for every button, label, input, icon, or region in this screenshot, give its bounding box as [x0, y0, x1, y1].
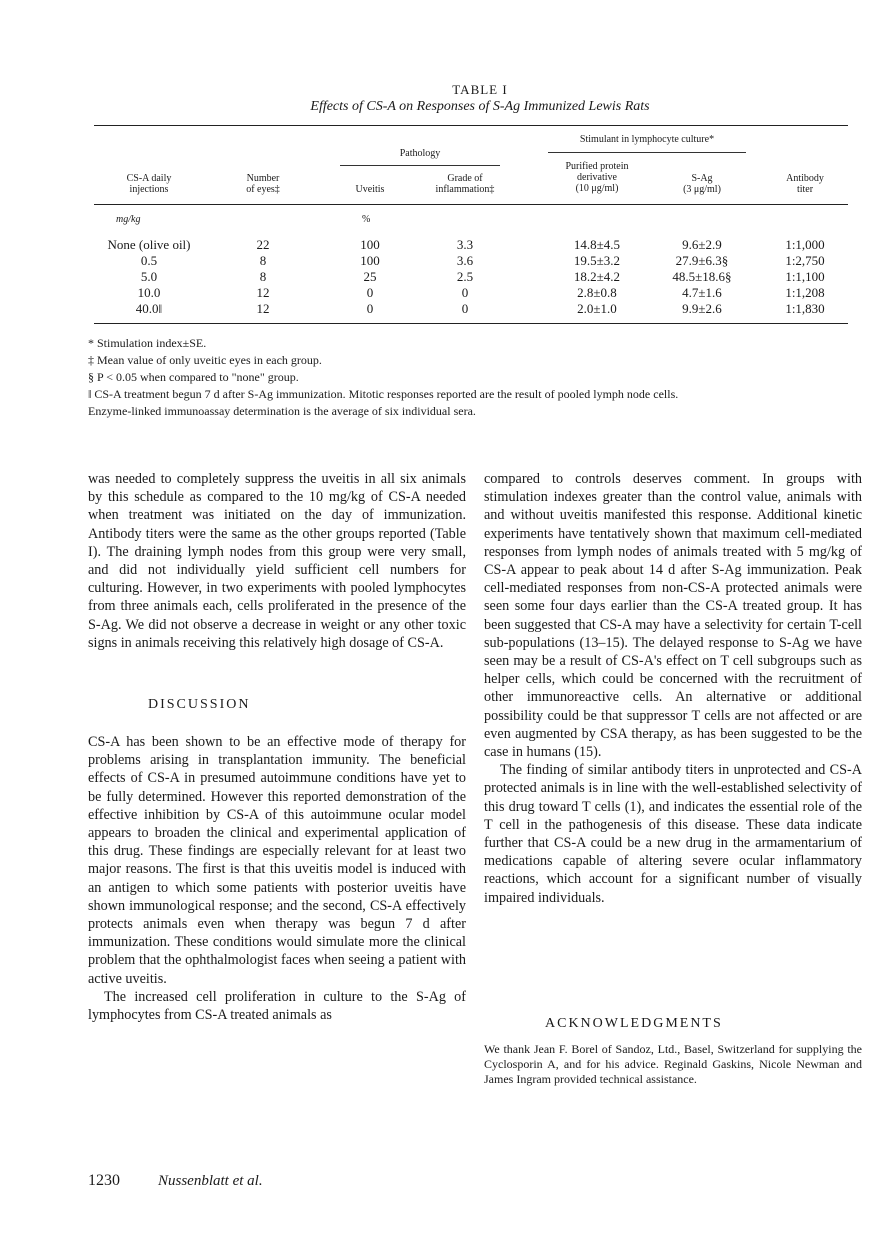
col-header-sag — [660, 173, 744, 195]
col-header-grade-line1: Grade of — [447, 173, 483, 184]
footnote-p-value: § P < 0.05 when compared to "none" group. — [88, 370, 299, 384]
col-header-ppd-line2: derivative — [577, 172, 617, 183]
paragraph: The increased cell proliferation in culture to the S-Ag of lymphocytes from CS-A treated animals as — [88, 988, 466, 1024]
cell-dose: 5.0 — [140, 269, 158, 284]
col-header-antibody-line1: Antibody — [786, 173, 824, 184]
cell-sag: 48.5±18.6§ — [672, 269, 732, 284]
cell-ppd: 2.0±1.0 — [577, 301, 617, 316]
paragraph: compared to controls deserves comment. In groups with stimulation indexes greater than the control value, animals with and without uveitis manifested this response. Additional kinetic experiments have tentatively shown that maximum cell-mediated responses from lymph nodes of animals treated with 5 mg/kg of CS-A appear to peak about 14 d after S-Ag immunization. Peak cell-mediated responses from non-CS-A protected animals were seen some four days earlier than the CS-A treated group. It has been suggested that CS-A may have a selectivity for certain T-cell sub-populations (13–15). The delayed response to S-Ag we have seen may be a result of CS-A's effect on T cell subgroups such as helper cells, which could be concerned with the recruitment of other immunoreactive cells. An alternative or additional possibility could be that suppressor T cells are not affected or are even augmented by CSA therapy, as has been suggested to be the case in humans (15). — [484, 471, 862, 761]
table-row — [0, 285, 890, 300]
left-column-intro — [88, 470, 466, 652]
acknowledgments-text: We thank Jean F. Borel of Sandoz, Ltd., Basel, Switzerland for supplying the Cyclosporin A, and for his advice. Reginald Gaskins, Nicole Newman and James Ingram provided technical assistance. — [484, 1042, 862, 1086]
col-header-dose-line1: CS-A daily — [126, 173, 172, 184]
cell-titer: 1:2,750 — [785, 253, 825, 268]
cell-uveitis: 100 — [360, 253, 380, 268]
col-header-ppd — [552, 161, 642, 194]
left-column-discussion — [88, 733, 466, 1024]
col-header-eyes-line2: of eyes‡ — [246, 184, 280, 195]
col-header-uveitis: Uveitis — [355, 184, 385, 195]
cell-titer: 1:1,100 — [785, 269, 825, 284]
cell-dose: 10.0 — [137, 285, 161, 300]
table-top-rule — [94, 125, 848, 126]
footnote-stimulation: * Stimulation index±SE. — [88, 336, 207, 350]
col-header-antibody-line2: titer — [796, 184, 814, 195]
cell-eyes: 12 — [256, 285, 270, 300]
cell-dose: None (olive oil) — [107, 237, 191, 252]
cell-eyes: 22 — [256, 237, 270, 252]
col-header-grade — [420, 173, 510, 195]
unit-dose: mg/kg — [116, 214, 141, 225]
col-header-eyes — [226, 173, 300, 195]
acknowledgments-heading: ACKNOWLEDGMENTS — [545, 1016, 723, 1031]
col-header-dose — [94, 173, 204, 195]
cell-grade: 0 — [461, 285, 469, 300]
table-row — [0, 237, 890, 252]
col-header-antibody — [760, 173, 850, 195]
pathology-group-header: Pathology — [399, 148, 441, 159]
cell-eyes: 12 — [256, 301, 270, 316]
cell-uveitis: 0 — [366, 301, 374, 316]
col-header-eyes-line1: Number — [246, 173, 280, 184]
page-number: 1230 — [88, 1172, 120, 1189]
pathology-group-rule — [340, 165, 500, 166]
right-column — [484, 470, 862, 907]
stimulant-group-rule — [548, 152, 746, 153]
table-row — [0, 253, 890, 268]
cell-titer: 1:1,208 — [785, 285, 825, 300]
cell-uveitis: 0 — [366, 285, 374, 300]
col-header-ppd-line1: Purified protein — [565, 161, 629, 172]
col-header-sag-line2: (3 μg/ml) — [683, 184, 721, 195]
stimulant-group-header: Stimulant in lymphocyte culture* — [579, 134, 715, 145]
table-title: TABLE I — [452, 82, 508, 97]
cell-ppd: 14.8±4.5 — [573, 237, 621, 252]
running-authors: Nussenblatt et al. — [158, 1173, 263, 1189]
footnote-elisa: Enzyme-linked immunoassay determination is the average of six individual sera. — [88, 404, 476, 418]
footnote-mean-value: ‡ Mean value of only uveitic eyes in each group. — [88, 353, 322, 367]
footnote-treatment: ‖ CS-A treatment begun 7 d after S-Ag immunization. Mitotic responses reported are the result of pooled lymph node cells. — [88, 387, 679, 401]
cell-grade: 2.5 — [456, 269, 474, 284]
table-row — [0, 301, 890, 316]
cell-dose: 40.0‖ — [135, 301, 163, 316]
col-header-ppd-line3: (10 μg/ml) — [575, 183, 619, 194]
cell-sag: 9.6±2.9 — [682, 237, 722, 252]
cell-eyes: 8 — [259, 253, 267, 268]
paragraph: CS-A has been shown to be an effective mode of therapy for problems arising in transplantation immunity. The beneficial effects of CS-A in presumed autoimmune conditions have yet to be fully determined. However this reported demonstration of the effective inhibition by CS-A of this autoimmune ocular model appears to broaden the clinical and experimental application of this drug. These findings are especially relevant for at least two major reasons. The first is that this uveitis model is induced with an antigen to which some patients with posterior uveitis have shown immunological response; and the second, CS-A effectively protects animals even when therapy was begun 7 d after immunization. These conditions would simulate more the clinical problem that the ophthalmologist faces when seeing a patient with active uveitis. — [88, 734, 466, 987]
discussion-heading: DISCUSSION — [148, 697, 251, 712]
cell-uveitis: 25 — [363, 269, 377, 284]
cell-titer: 1:1,000 — [785, 237, 825, 252]
cell-sag: 27.9±6.3§ — [675, 253, 729, 268]
cell-ppd: 19.5±3.2 — [573, 253, 621, 268]
cell-ppd: 2.8±0.8 — [577, 285, 617, 300]
cell-ppd: 18.2±4.2 — [573, 269, 621, 284]
cell-dose: 0.5 — [140, 253, 158, 268]
cell-titer: 1:1,830 — [785, 301, 825, 316]
cell-grade: 3.3 — [456, 237, 474, 252]
col-header-sag-line1: S-Ag — [691, 173, 713, 184]
table-row — [0, 269, 890, 284]
col-header-grade-line2: inflammation‡ — [435, 184, 495, 195]
table-bottom-rule — [94, 323, 848, 324]
paragraph: The finding of similar antibody titers in unprotected and CS-A protected animals is in line with the well-established selectivity of this drug toward T cells (1), and indicates the essential role of the T cell in the pathogenesis of this disease. These data indicate further that CS-A could be a new drug in the armamentarium of medications capable of altering severe ocular inflammatory reactions, which account for a significant number of visually impaired individuals. — [484, 762, 862, 906]
cell-sag: 9.9±2.6 — [682, 301, 722, 316]
cell-eyes: 8 — [259, 269, 267, 284]
cell-sag: 4.7±1.6 — [682, 285, 722, 300]
cell-uveitis: 100 — [360, 237, 380, 252]
col-header-dose-line2: injections — [129, 184, 169, 195]
unit-uveitis: % — [362, 214, 371, 225]
table-subtitle: Effects of CS-A on Responses of S-Ag Immunized Lewis Rats — [310, 99, 650, 114]
cell-grade: 3.6 — [456, 253, 474, 268]
paragraph: was needed to completely suppress the uveitis in all six animals by this schedule as compared to the 10 mg/kg of CS-A needed when treatment was initiated on the day of immunization. Antibody titers were the same as the other groups reported (Table I). The draining lymph nodes from this group were very small, and did not individually yield sufficient cell numbers for culturing. However, in two experiments with pooled lymphocytes from three animals each, cells proliferated in the presence of the S-Ag. We did not observe a decrease in weight or any other toxic signs in animals receiving this relatively high dosage of CS-A. — [88, 471, 466, 651]
table-header-rule — [94, 204, 848, 205]
cell-grade: 0 — [461, 301, 469, 316]
